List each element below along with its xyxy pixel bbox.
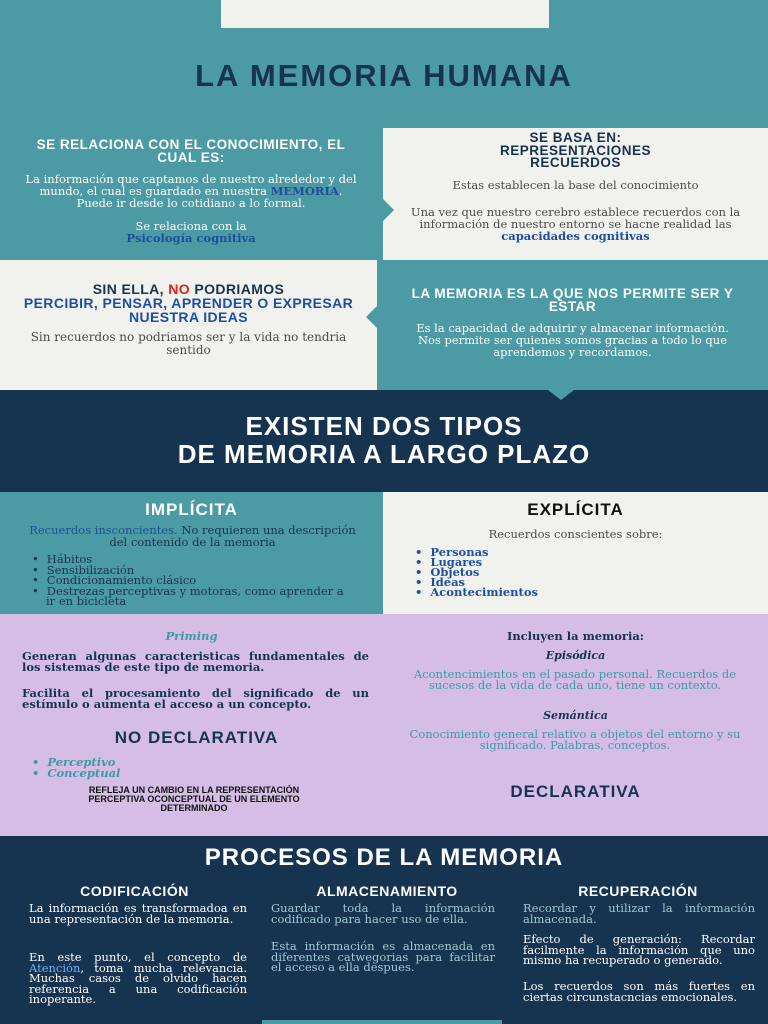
section-declarativa <box>0 614 768 836</box>
no-declarativa-list <box>32 757 232 779</box>
declarativa-intro: Incluyen la memoria: <box>506 629 645 643</box>
no-declarativa-title: NO DECLARATIVA <box>114 728 279 747</box>
implicita-list <box>32 554 347 607</box>
banner-line-2: DE MEMORIA A LARGO PLAZO <box>177 439 591 469</box>
box-representaciones-text-b: Una vez que nuestro cerebro establece recuerdos con la información de nuestro entorno se hacne realidad las capacidades cognitivas <box>410 205 741 243</box>
semantica-text: Conocimiento general relativo a objetos del entorno y su significado. Palabras, conceptos. <box>409 727 741 752</box>
box-representaciones <box>383 128 768 260</box>
list-item: • Perceptivo <box>32 757 232 768</box>
arrow-down-3 <box>548 390 574 400</box>
box-sin-ella <box>0 260 377 390</box>
almacenamiento-title: ALMACENAMIENTO <box>316 883 458 899</box>
almacenamiento-text-2: Esta información es almacenada en diferentes catwegorias para facilitar el acceso a ella despues. <box>271 939 495 974</box>
arrow-right <box>382 198 394 222</box>
priming-label: Priming <box>165 629 218 643</box>
explicita-title: EXPLÍCITA <box>527 500 624 519</box>
box-representaciones-heading: SE BASA EN: REPRESENTACIONES RECUERDOS <box>499 130 652 170</box>
box-conocimiento-psico: Se relaciona con la Psicología cognitiva <box>126 219 256 245</box>
priming-text-1: Generan algunas caracteristicas fundamentales de los sistemas de este tipo de memoria. <box>22 649 369 674</box>
codificacion-title: CODIFICACIÓN <box>80 883 189 899</box>
recuperacion-text-3: Los recuerdos son más fuertes en ciertas circunstacncias emocionales. <box>523 979 755 1004</box>
explicita-list <box>415 547 665 597</box>
implicita-intro: Recuerdos insconcientes. No requieren una descripción del contenido de la memoria <box>29 523 356 549</box>
banner-line-1: EXISTEN DOS TIPOS <box>245 411 523 441</box>
list-item: • Ideas <box>415 577 665 587</box>
no-declarativa-note: REFLEJA UN CAMBIO EN LA REPRESENTACIÓN PERCEPTIVA OCONCEPTUAL DE UN ELEMENTO DETERMINADO <box>88 785 300 813</box>
banner-tipos <box>0 390 768 492</box>
recuperacion-title: RECUPERACIÓN <box>578 883 698 899</box>
box-ser-estar-text: Es la capacidad de adquirir y almacenar información. Nos permite ser quienes somos gracias a todo lo que aprendemos y recordamos. <box>416 321 729 359</box>
box-explicita <box>383 492 768 614</box>
implicita-title: IMPLÍCITA <box>145 500 238 519</box>
box-implicita <box>0 492 383 614</box>
explicita-intro: Recuerdos conscientes sobre: <box>488 527 663 541</box>
list-item: • Destrezas perceptivas y motoras, como aprender a ir en bicicleta <box>32 586 347 607</box>
recuperacion-text-1: Recordar y utilizar la información almacenada. <box>523 901 755 926</box>
episodica-text: Acontencimientos en el pasado personal. Recuerdos de sucesos de la vida de cada uno, tiene un contexto. <box>413 667 737 692</box>
semantica-label: Semántica <box>543 709 608 722</box>
procesos-title: PROCESOS DE LA MEMORIA <box>204 844 564 871</box>
box-ser-estar <box>377 260 768 390</box>
almacenamiento-text-1: Guardar toda la información codificado para hacer uso de ella. <box>271 901 495 926</box>
section-procesos <box>0 836 768 1024</box>
list-item: • Acontecimientos <box>415 587 665 597</box>
top-tab <box>221 0 549 28</box>
box-representaciones-text-a: Estas establecen la base del conocimiento <box>452 178 699 192</box>
box-conocimiento <box>0 128 382 260</box>
box-conocimiento-text: La información que captamos de nuestro alrededor y del mundo, el cual es guardado en nuestra MEMORIA. Puede ir desde lo cotidiano a lo formal. <box>25 172 357 210</box>
bottom-tab <box>262 1020 502 1024</box>
list-item: • Personas <box>415 547 665 557</box>
list-item: • Condicionamiento clásico <box>32 575 347 586</box>
declarativa-title: DECLARATIVA <box>510 782 641 801</box>
box-sin-ella-text: Sin recuerdos no podriamos ser y la vida no tendria sentido <box>30 330 347 357</box>
box-sin-ella-heading: SIN ELLA, NO PODRIAMOS PERCIBIR, PENSAR, APRENDER O EXPRESAR NUESTRA IDEAS <box>23 281 354 325</box>
codificacion-text-1: La información es transformadoa en una representación de la memoria. <box>29 901 247 926</box>
priming-text-2: Facilita el procesamiento del significado de un estímulo o aumenta el acceso a un concepto. <box>22 686 369 711</box>
episodica-label: Episódica <box>545 649 606 662</box>
list-item: • Conceptual <box>32 768 232 779</box>
box-ser-estar-heading: LA MEMORIA ES LA QUE NOS PERMITE SER Y ESTAR <box>411 286 734 314</box>
codificacion-text-2: En este punto, el concepto de Atención, toma mucha relevancia. Muchas casos de olvido hacen referencia a una codificación inoperante. <box>29 950 247 1006</box>
list-item: • Sensibilización <box>32 565 347 576</box>
list-item: • Hábitos <box>32 554 347 565</box>
page-title: LA MEMORIA HUMANA <box>195 58 573 93</box>
recuperacion-text-2: Efecto de generación: Recordar facilmente la información que uno mismo ha recuperado o generado. <box>523 932 755 967</box>
list-item: • Lugares <box>415 557 665 567</box>
box-conocimiento-heading: SE RELACIONA CON EL CONOCIMIENTO, EL CUAL ES: <box>36 137 346 165</box>
list-item: • Objetos <box>415 567 665 577</box>
